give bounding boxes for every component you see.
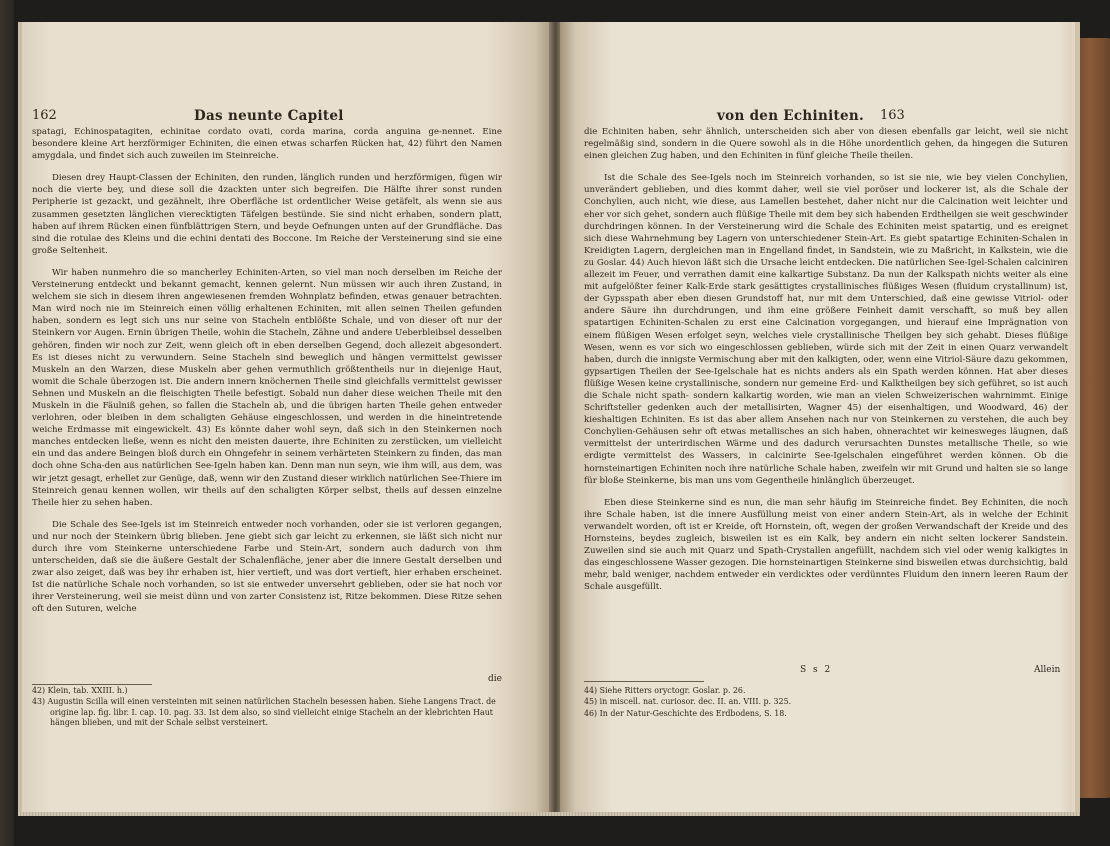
right-page-number: 163	[880, 108, 905, 123]
left-page	[18, 22, 551, 812]
left-footnotes	[32, 686, 502, 730]
left-footnote-rule	[32, 684, 152, 685]
left-catchword: die	[488, 674, 502, 684]
right-footnote-rule	[584, 681, 704, 682]
book-cover-left-edge	[0, 0, 14, 846]
left-paragraph-3: Wir haben nunmehro die so mancherley Echiniten-Arten, so viel man noch derselben im Reiche der Versteinerung entdeckt und bekannt gemacht, kennen gelernt. Nun müssen wir auch ihren Zustand, in welchem sie sich in diesem ihren angewiesenen fremden Wohnplatz befinden, etwas genauer betrachten. Man wird noch nie im Steinreich einen völlig erhaltenen Echiniten, mit allen seinen Theilen gefunden haben, sondern es legt sich uns nur seine von Stacheln entblößte Schale, und von dieser oft nur der Steinkern vor Augen. Ernin übrigen Theile, wohin die Stacheln, Zähne und andere Ueberbleibsel desselben gehören, finden wir noch zur Zeit, wenn gleich oft in eben derselben Gegend, doch allezeit abgesondert. Es ist dieses nicht zu verwundern. Seine Stacheln sind beweglich und hängen vermittelst gewisser Muskeln an den Warzen, diese Muskeln aber gehen vermuthlich größtentheils nur in diejenige Haut, womit die Schale überzogen ist. Die andern innern knöchernen Theile sind gleichfalls vermittelst gewisser Sehnen und Muskeln an die fleischigten Theile befestigt. Sobald nun daher diese weichen Theile mit den Muskeln in die Fäulniß gehen, so fallen die Stacheln ab, und die übrigen harten Theile gehen entweder verlohren, oder bleiben in dem schaligten Gehäuse eingeschlossen, und werden in die hineintretende weiche Erdmasse mit eingewickelt. 43) Es könnte daher wohl seyn, daß sich in den Steinkernen noch manches entdecken ließe, wenn es nicht den meisten dauerte, ihre Echiniten zu zerstücken, um vielleicht ein und das andere Beingen bloß durch ein Ohngefehr in seinem verhärteten Steinkern zu finden, das man doch ohne Scha-den aus natürlichen See-Igeln haben kan. Denn man nun seyn, wie ihm will, aus dem, was wir jetzt gesagt, erhellet zur Genüge, daß, wenn wir den Zustand dieser wirklich natürlichen See-Thiere im Steinreich genau kennen wollen, wir theils auf den schaligten Körper selbst, theils auf dessen einzelne Theile hier zu sehen haben.	[32, 267, 502, 508]
left-page-body	[32, 126, 502, 626]
right-footnotes	[584, 686, 1068, 720]
right-running-head: von den Echiniten.	[717, 108, 865, 124]
right-signature-mark: S s 2	[800, 665, 833, 675]
right-paragraph-2: Ist die Schale des See-Igels noch im Steinreich vorhanden, so ist sie nie, wie bey vielen Conchylien, unverändert geblieben, und dies kommt daher, weil sie viel poröser und lockerer ist, als die Schale der Conchylien, auch nicht, wie diese, aus Lamellen bestehet, daher nicht nur die Calcination weit leichter und eher vor sich gehet, sondern auch flüßige Theile mit dem bey sich habenden Erdtheilgen sie weit geschwinder durchdringen können. In der Versteinerung wird die Schale des Echiniten meist spatartig, und es ereignet sich diese Wahrnehmung bey Lagern von unterschiedener Stein-Art. Es giebt spatartige Echiniten-Schalen in Kreidigten Lagern, dergleichen man in Engelland findet, in Sandstein, wie zu Maßricht, in Kalkstein, wie die zu Goslar. 44) Auch hievon läßt sich die Ursache leicht entdecken. Die natürlichen See-Igel-Schalen calciniren allezeit im Feuer, und verrathen damit eine kalkartige Substanz. Da nun der Kalkspath nichts weiter als eine mit aufgelößter feiner Kalk-Erde stark gesättigtes crystallinisches flüßiges Wesen (fluidum crystallinum) ist, der Gypsspath aber eben diesen Grundstoff hat, nur mit dem Unterschied, daß eine gewisse Vitriol- oder andere Säure ihn durchdrungen, und ihm eine größere Feinheit damit verschafft, so muß bey allen spatartigen Echiniten-Schalen zu erst eine Calcination vorgegangen, und hierauf eine Imprägnation von einem flüßigen Wesen erfolget seyn, welches viele crystallinische Theilgen bey sich gehabt. Dieses flüßige Wesen, wenn es vor sich wo eingeschlossen geblieben, würde sich mit der Zeit in einen Quarz verwandelt haben, durch die innigste Vermischung aber mit den kalkigten, oder, wenn eine Vitriol-Säure dazu gekommen, gypsartigen Theilen der See-Igelschale hat es nichts anders als ein Spath werden können. Hat aber dieses flüßige Wesen keine crystallinische, sondern nur gemeine Erd- und Kalktheilgen bey sich geführet, so ist auch die Schale nicht spath- sondern kalkartig worden, wie man an vielen Schweizerischen wahrnimmt. Einige Schriftsteller gedenken auch der metallisirten, Wagner 45) der eisenhaltigen, und Woodward, 46) der kieshaltigen Echiniten. Es ist das aber allem Ansehen nach nur von Steinkernen zu verstehen, die auch bey Conchylien-Gehäusen sehr oft etwas metallisches an sich haben, ohnerachtet wir keinesweges läugnen, daß vermittelst der unterirdischen Wärme und des dadurch verursachten Dunstes metallische Theile, so wie erdigte vermittelst des Wassers, in calcinirte See-Igelschalen eingeführet werden können. Ob die hornsteinartigen Echiniten noch ihre natürliche Schale haben, zweifeln wir mit Grund und halten sie so lange für bloße Steinkerne, bis man uns vom Gegentheile hinlänglich überzeuget.	[584, 173, 1068, 486]
left-footnote-43: 43) Augustin Scilla will einen versteinten mit seinen natürlichen Stacheln besessen haben. Siehe Langens Tract. de origine lap. fig. libr. I. cap. 10. pag. 33. Ist dem also, so sind vielleicht einige Stacheln an der klebrichten Haut hängen blieben, und mit der Schale selbst versteinert.	[32, 697, 496, 728]
right-paragraph-1: die Echiniten haben, sehr ähnlich, unterscheiden sich aber von diesen ebenfalls gar leicht, weil sie nicht regelmäßig sind, sondern in die Quere sowohl als in die Höhe unordentlich gehen, da hingegen die Suturen einen gleichen Zug haben, und den Echiniten in fünf gleiche Theile theilen.	[584, 127, 1068, 162]
right-footnote-46: 46) In der Natur-Geschichte des Erdbodens, S. 18.	[584, 708, 787, 718]
left-paragraph-1: spatagi, Echinospatagiten, echinitae cordato ovati, corda marina, corda anguina ge-nennet. Eine besondere kleine Art herzförmiger Echiniten, die einen etwas scharfen Rücken hat, 42) führt den Namen amygdala, und findet sich auch zuweilen im Steinreiche.	[32, 127, 502, 162]
left-paragraph-4: Die Schale des See-Igels ist im Steinreich entweder noch vorhanden, oder sie ist verloren gegangen, und nur noch der Steinkern übrig blieben. Jene giebt sich gar leicht zu erkennen, sie läßt sich nicht nur durch ihre vom Steinkerne unterschiedene Farbe und Stein-Art, sondern auch dadurch von ihm unterscheiden, daß sie die äußere Gestalt der Schalenfläche, jener aber die innere Gestalt derselben und zwar also zeiget, daß was bey ihr erhaben ist, hier vertieft, und was dort vertieft, hier erhaben erscheinet. Ist die natürliche Schale noch vorhanden, so ist sie entweder unversehrt geblieben, oder sie hat noch vor ihrer Versteinerung, weil sie meist dünn und von zarter Consistenz ist, Ritze bekommen. Diese Ritze sehen oft den Suturen, welche	[32, 519, 502, 615]
left-running-head: Das neunte Capitel	[194, 108, 344, 124]
right-page	[560, 22, 1080, 812]
right-paragraph-3: Eben diese Steinkerne sind es nun, die man sehr häufig im Steinreiche findet. Bey Echiniten, die noch ihre Schale haben, ist die innere Ausfüllung meist von einer andern Stein-Art, als in welche der Echinit verwandelt worden, oft ist er Kreide, oft Hornstein, oft, wegen der großen Verwandschaft der Kreide und des Hornsteins, beydes zugleich, bisweilen ist es ein Kalk, bey andern ein nicht selten lockerer Sandstein. Zuweilen sind sie auch mit Quarz und Spath-Crystallen angefüllt, nachdem sich viel oder wenig kalkigtes in das eingeschlossene Wasser gezogen. Die hornsteinartigen Steinkerne sind bisweilen etwas durchsichtig, bald mehr, bald weniger, nachdem entweder ein verdicktes oder verdünntes Fluidum den innern leeren Raum der Schale ausgefüllt.	[584, 497, 1068, 593]
right-catchword: Allein	[1034, 665, 1061, 675]
book-cover-right-edge	[1076, 38, 1110, 798]
right-footnote-45: 45) in miscell. nat. curiosor. dec. II. an. VIII. p. 325.	[584, 697, 792, 707]
left-paragraph-2: Diesen drey Haupt-Classen der Echiniten, den runden, länglich runden und herzförmigen, fügen wir noch die vierte bey, und diese soll die 4zackten unter sich begreifen. Die Hälfte ihrer sonst runden Peripherie ist gezackt, und gezähnelt, ihre Oberfläche ist ordentlicher Weise getäfelt, als wenn sie aus zusammen gesetzten länglichen vierecktigten Täfelgen bestünde. Sie sind nicht erhaben, sondern platt, haben auf ihrem Rücken einen fünfblättrigen Stern, und beyde Oefnungen unten auf der Grundfläche. Das sind die rotulae des Kleins und die echini dentati des Boccone. Im Reiche der Versteinerung sind sie eine große Seltenheit.	[32, 173, 502, 256]
left-page-number: 162	[32, 108, 57, 123]
left-footnote-42: 42) Klein, tab. XXIII. h.)	[32, 686, 128, 695]
right-footnote-44: 44) Siehe Ritters oryctogr. Goslar. p. 26.	[584, 686, 746, 695]
right-page-body	[584, 126, 1068, 603]
